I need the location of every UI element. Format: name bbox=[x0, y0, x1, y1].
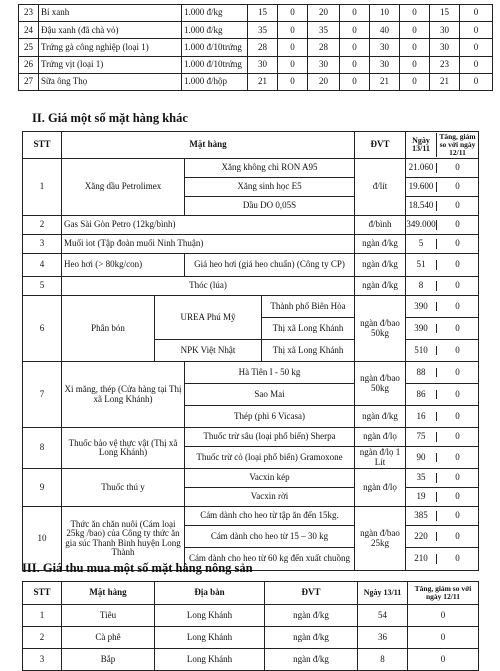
table-cell: Sữa ông Thọ bbox=[39, 73, 182, 90]
table-cell: 30 bbox=[430, 22, 460, 39]
row-10-name: Thức ăn chăn nuôi (Cám loại 25kg /bao) của Công ty thức ăn gia súc Thanh Bình huyện Long Thành bbox=[62, 507, 185, 571]
section-3-title: III. Giá thu mua một số mặt hàng nông sản bbox=[22, 561, 253, 575]
section-2-title: II. Giá một số mặt hàng khác bbox=[32, 111, 188, 125]
row-8-sub-1-change: 0 bbox=[455, 431, 460, 442]
row-4-name: Heo hơi (> 80kg/con) bbox=[62, 254, 185, 277]
row-9-name: Thuốc thú y bbox=[62, 469, 185, 507]
row-6-unit: ngàn đ/bao 50kg bbox=[355, 296, 406, 362]
row-9-sub-2: Vacxin rời bbox=[185, 488, 355, 507]
table-cell: 1.000 đ/hộp bbox=[182, 73, 248, 90]
row-5-stt: 5 bbox=[23, 277, 62, 296]
table-cell: 30 bbox=[430, 39, 460, 56]
row-2-name: Gas Sài Gòn Petro (12kg/bình) bbox=[62, 216, 355, 235]
row-6-sub-2-price: 390 bbox=[406, 324, 437, 333]
table-cell: 0 bbox=[340, 56, 370, 73]
row-2-price: 349.000 bbox=[406, 219, 436, 230]
row-1-sub-1-change: 0 bbox=[455, 162, 460, 173]
row-8-sub-2-price: 90 bbox=[406, 453, 437, 462]
row-1-sub-3: Dầu DO 0,05S bbox=[185, 197, 355, 216]
row-2-unit: đ/bình bbox=[355, 216, 406, 235]
row-9-unit: ngàn đ/lọ bbox=[355, 469, 406, 507]
table-cell: 30 bbox=[370, 56, 400, 73]
row-4-price: 51 bbox=[406, 260, 437, 269]
row-7-unit-2: ngàn đ/kg bbox=[355, 406, 406, 428]
s3-cell-stt: 1 bbox=[23, 605, 62, 627]
row-10-unit: ngàn đ/bao 25kg bbox=[355, 507, 406, 571]
row-7-name: Xi măng, thép (Cửa hàng tại Thị xã Long Khánh) bbox=[62, 362, 185, 428]
row-7-sub-3: Thép (phi 6 Vicasa) bbox=[185, 406, 355, 428]
table-cell: Trứng gà công nghiệp (loại 1) bbox=[39, 39, 182, 56]
row-9-sub-2-price: 19 bbox=[406, 492, 437, 501]
row-5-name: Thóc (lúa) bbox=[62, 277, 355, 296]
table-cell: 35 bbox=[248, 22, 278, 39]
s3-cell-change: 0 bbox=[408, 627, 479, 649]
row-3-name: Muối iot (Tập đoàn muối Ninh Thuận) bbox=[62, 235, 355, 254]
row-10-stt: 10 bbox=[23, 507, 62, 571]
table-cell: 15 bbox=[430, 5, 460, 22]
s3-cell-area: Long Khánh bbox=[155, 605, 265, 627]
row-9-stt: 9 bbox=[23, 469, 62, 507]
row-7-sub-2: Sao Mai bbox=[185, 384, 355, 406]
row-3-change: 0 bbox=[455, 238, 460, 249]
table-cell: 1.000 đ/kg bbox=[182, 22, 248, 39]
table-cell: 35 bbox=[308, 22, 340, 39]
table-cell: 10 bbox=[370, 5, 400, 22]
row-7-sub-1-price: 88 bbox=[406, 368, 437, 377]
table-cell: 28 bbox=[248, 39, 278, 56]
table-cell: 0 bbox=[460, 73, 493, 90]
row-1-sub-1: Xăng không chì RON A95 bbox=[185, 159, 355, 178]
row-10-sub-1-change: 0 bbox=[455, 510, 460, 521]
row-6-sub-3-price: 510 bbox=[406, 346, 437, 355]
s3-header-unit: ĐVT bbox=[265, 582, 358, 605]
row-5-change: 0 bbox=[455, 280, 460, 291]
table-row bbox=[23, 627, 479, 649]
row-8-sub-2-unit: ngàn đ/lọ 1 Lít bbox=[355, 447, 406, 469]
row-9-sub-1: Vacxin kép bbox=[185, 469, 355, 488]
row-1-stt: 1 bbox=[23, 159, 62, 216]
row-6-group-2: NPK Việt Nhật bbox=[155, 340, 262, 362]
table-row bbox=[19, 5, 493, 22]
row-6-name: Phân bón bbox=[62, 296, 155, 362]
table-cell: 1.000 đ/10trứng bbox=[182, 56, 248, 73]
row-5-price: 8 bbox=[406, 281, 437, 290]
table-cell: 21 bbox=[248, 73, 278, 90]
row-4-sub: Giá heo hơi (giá heo chuẩn) (Công ty CP) bbox=[185, 254, 355, 277]
row-8-sub-2-change: 0 bbox=[455, 451, 460, 462]
row-6-group-1: UREA Phú Mỹ bbox=[155, 296, 262, 340]
table-cell: 0 bbox=[460, 56, 493, 73]
table-cell: 0 bbox=[278, 56, 308, 73]
header-change: Tăng, giảm so với ngày 12/11 bbox=[439, 132, 476, 157]
table-cell: 30 bbox=[370, 39, 400, 56]
table-cell: 0 bbox=[278, 5, 308, 22]
table-cell: 0 bbox=[460, 5, 493, 22]
row-2-stt: 2 bbox=[23, 216, 62, 235]
s3-header-date: Ngày 13/11 bbox=[358, 582, 408, 605]
table-cell: 1.000 đ/kg bbox=[182, 5, 248, 22]
other-goods-price-table bbox=[22, 131, 479, 571]
table-cell: Trứng vịt (loại 1) bbox=[39, 56, 182, 73]
row-1-sub-3-change: 0 bbox=[455, 200, 460, 211]
s3-header-change: Tăng, giảm so với ngày 12/11 bbox=[408, 582, 479, 605]
row-6-stt: 6 bbox=[23, 296, 62, 362]
row-6-sub-3-change: 0 bbox=[455, 344, 460, 355]
row-9-sub-2-change: 0 bbox=[455, 491, 460, 502]
row-7-sub-3-price: 16 bbox=[406, 412, 437, 421]
header-item: Mặt hàng bbox=[62, 132, 355, 159]
table-cell: 24 bbox=[19, 22, 39, 39]
table-cell: 21 bbox=[430, 73, 460, 90]
table-cell: 25 bbox=[19, 39, 39, 56]
table-cell: 20 bbox=[308, 5, 340, 22]
table-cell: 0 bbox=[340, 5, 370, 22]
s3-cell-name: Bắp bbox=[62, 649, 155, 671]
row-1-unit: đ/lít bbox=[355, 159, 406, 216]
table-cell: 0 bbox=[400, 73, 430, 90]
s3-header-area: Địa bàn bbox=[155, 582, 265, 605]
row-10-sub-3: Cám dành cho heo từ 60 kg đến xuất chuồng bbox=[185, 548, 355, 571]
table-row bbox=[19, 73, 493, 90]
table-cell: 0 bbox=[278, 73, 308, 90]
table-cell: 0 bbox=[400, 22, 430, 39]
s3-cell-change: 0 bbox=[408, 649, 479, 671]
table-cell: Bí xanh bbox=[39, 5, 182, 22]
row-6-sub-2-change: 0 bbox=[455, 322, 460, 333]
table-cell: 27 bbox=[19, 73, 39, 90]
row-8-sub-1-unit: ngàn đ/lọ bbox=[355, 428, 406, 447]
table-cell: 40 bbox=[370, 22, 400, 39]
row-10-sub-3-change: 0 bbox=[455, 553, 460, 564]
table-cell: 23 bbox=[430, 56, 460, 73]
table-cell: 0 bbox=[460, 22, 493, 39]
row-7-sub-3-change: 0 bbox=[455, 410, 460, 421]
header-unit: ĐVT bbox=[355, 132, 406, 159]
s3-cell-stt: 3 bbox=[23, 649, 62, 671]
row-7-sub-1-change: 0 bbox=[455, 366, 460, 377]
row-6-sub-2: Thị xã Long Khánh bbox=[262, 318, 355, 340]
table-cell: 26 bbox=[19, 56, 39, 73]
table-cell: 23 bbox=[19, 5, 39, 22]
table-row bbox=[19, 22, 493, 39]
row-8-sub-2: Thuốc trừ cỏ (loại phổ biến) Gramoxone bbox=[185, 447, 355, 469]
table-row bbox=[23, 649, 479, 671]
row-10-sub-2-change: 0 bbox=[455, 530, 460, 541]
s3-header-item: Mặt hàng bbox=[62, 582, 155, 605]
row-6-sub-1-price: 390 bbox=[406, 302, 437, 311]
table-cell: 21 bbox=[370, 73, 400, 90]
row-7-sub-2-change: 0 bbox=[455, 388, 460, 399]
row-3-unit: ngàn đ/kg bbox=[355, 235, 406, 254]
table-cell: 20 bbox=[308, 73, 340, 90]
s3-cell-name: Cà phê bbox=[62, 627, 155, 649]
s3-cell-name: Tiêu bbox=[62, 605, 155, 627]
table-cell: 30 bbox=[308, 56, 340, 73]
s3-header-stt: STT bbox=[23, 582, 62, 605]
farm-produce-price-table bbox=[22, 581, 479, 671]
row-5-unit: ngàn đ/kg bbox=[355, 277, 406, 296]
row-4-change: 0 bbox=[455, 259, 460, 270]
row-7-stt: 7 bbox=[23, 362, 62, 428]
table-cell: 30 bbox=[248, 56, 278, 73]
table-cell: 0 bbox=[400, 5, 430, 22]
row-7-unit: ngàn đ/bao 50kg bbox=[355, 362, 406, 406]
table-cell: 0 bbox=[278, 22, 308, 39]
row-8-sub-1-price: 75 bbox=[406, 432, 437, 441]
row-6-sub-3: Thị xã Long Khánh bbox=[262, 340, 355, 362]
table-cell: 0 bbox=[340, 22, 370, 39]
row-1-sub-2-change: 0 bbox=[455, 181, 460, 192]
table-cell: 0 bbox=[340, 39, 370, 56]
s3-cell-price: 54 bbox=[358, 605, 408, 627]
table-cell: 28 bbox=[308, 39, 340, 56]
row-1-sub-2: Xăng sinh học E5 bbox=[185, 178, 355, 197]
row-10-sub-3-price: 210 bbox=[406, 554, 437, 563]
s3-cell-change: 0 bbox=[408, 605, 479, 627]
row-10-sub-1-price: 385 bbox=[406, 511, 437, 520]
row-10-sub-2-price: 220 bbox=[406, 532, 437, 541]
row-7-sub-1: Hà Tiên I - 50 kg bbox=[185, 362, 355, 384]
s3-cell-unit: ngàn đ/kg bbox=[265, 605, 358, 627]
table-row bbox=[23, 605, 479, 627]
row-3-stt: 3 bbox=[23, 235, 62, 254]
s3-cell-price: 8 bbox=[358, 649, 408, 671]
row-9-sub-1-price: 35 bbox=[406, 473, 437, 482]
row-1-sub-1-price: 21.060 bbox=[406, 163, 437, 172]
table-cell: 0 bbox=[400, 39, 430, 56]
row-1-name: Xăng dầu Petrolimex bbox=[62, 159, 185, 216]
table-cell: 0 bbox=[340, 73, 370, 90]
s3-cell-unit: ngàn đ/kg bbox=[265, 649, 358, 671]
row-6-sub-1-change: 0 bbox=[455, 300, 460, 311]
table-row bbox=[19, 56, 493, 73]
table-cell: Đậu xanh (đã chà vỏ) bbox=[39, 22, 182, 39]
s3-cell-area: Long Khánh bbox=[155, 649, 265, 671]
table-cell: 0 bbox=[278, 39, 308, 56]
table-cell: 1.000 đ/10trứng bbox=[182, 39, 248, 56]
header-date: Ngày 13/11 bbox=[406, 133, 437, 157]
header-stt: STT bbox=[23, 132, 62, 159]
s3-cell-area: Long Khánh bbox=[155, 627, 265, 649]
s3-cell-price: 36 bbox=[358, 627, 408, 649]
row-7-sub-2-price: 86 bbox=[406, 390, 437, 399]
row-8-sub-1: Thuốc trừ sâu (loại phổ biến) Sherpa bbox=[185, 428, 355, 447]
row-8-stt: 8 bbox=[23, 428, 62, 469]
s3-cell-stt: 2 bbox=[23, 627, 62, 649]
table-cell: 0 bbox=[460, 39, 493, 56]
table-row bbox=[19, 39, 493, 56]
s3-cell-unit: ngàn đ/kg bbox=[265, 627, 358, 649]
row-4-stt: 4 bbox=[23, 254, 62, 277]
row-9-sub-1-change: 0 bbox=[455, 472, 460, 483]
row-1-sub-3-price: 18.540 bbox=[406, 201, 437, 210]
row-4-unit: ngàn đ/kg bbox=[355, 254, 406, 277]
price-table-continued bbox=[18, 4, 493, 91]
row-2-change: 0 bbox=[455, 219, 460, 230]
table-cell: 15 bbox=[248, 5, 278, 22]
row-8-name: Thuốc bảo vệ thực vật (Thị xã Long Khánh) bbox=[62, 428, 185, 469]
row-10-sub-2: Cám dành cho heo từ 15 – 30 kg bbox=[185, 526, 355, 548]
row-6-sub-1: Thành phố Biên Hòa bbox=[262, 296, 355, 318]
row-10-sub-1: Cám dành cho heo từ tập ăn đến 15kg. bbox=[185, 507, 355, 526]
row-1-sub-2-price: 19.600 bbox=[406, 182, 437, 191]
table-cell: 0 bbox=[400, 56, 430, 73]
row-3-price: 5 bbox=[406, 239, 437, 248]
